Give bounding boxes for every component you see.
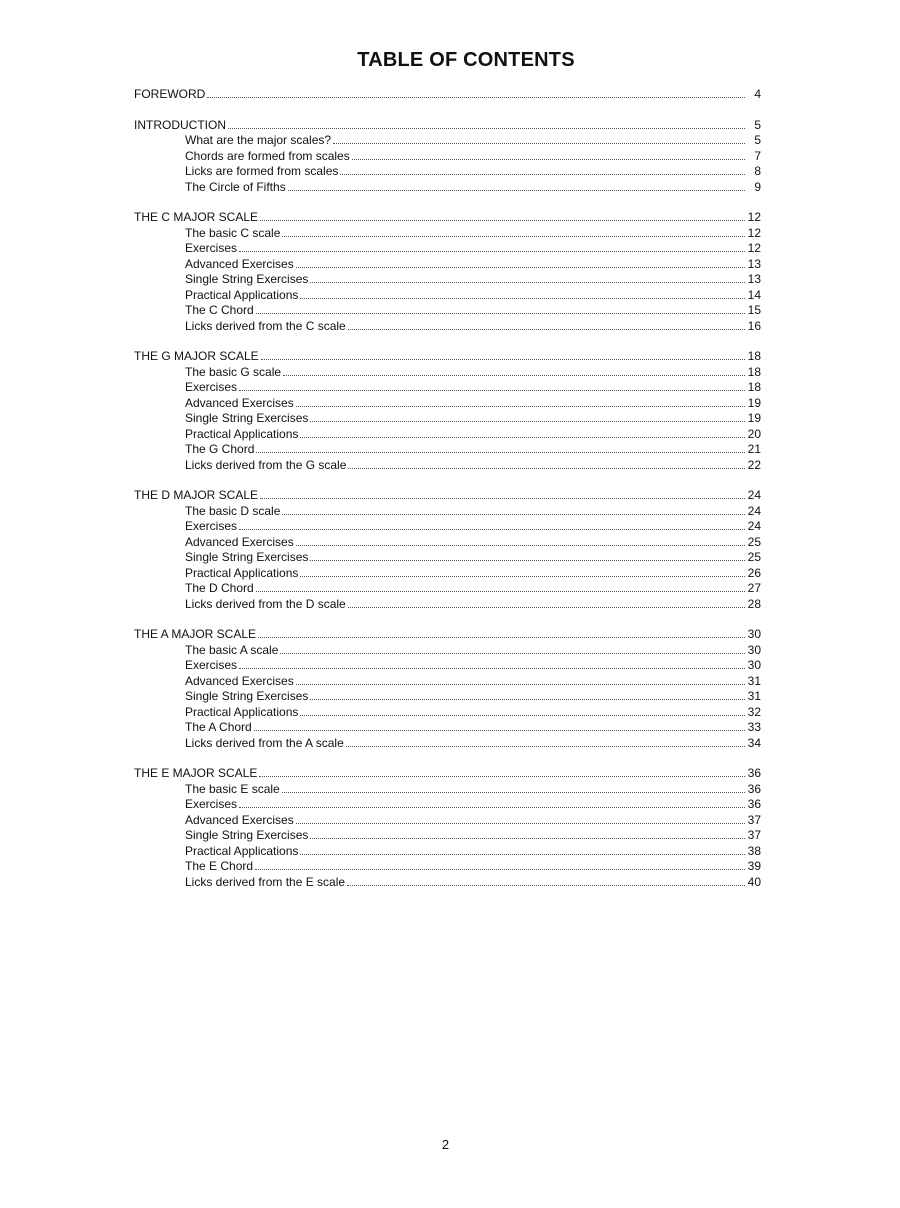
toc-entry-label: Practical Applications	[185, 704, 299, 719]
dot-leader	[310, 421, 745, 422]
toc-entry-page: 12	[747, 241, 761, 255]
toc-entry-label: Exercises	[185, 241, 238, 255]
dot-leader	[239, 529, 745, 530]
toc-entry-label: Chords are formed from scales	[185, 148, 350, 163]
dot-leader	[296, 267, 745, 268]
toc-entry-page: 16	[747, 318, 761, 333]
toc-entry-page: 19	[747, 395, 761, 410]
dot-leader	[259, 776, 745, 777]
toc-entry-page: 13	[747, 256, 761, 271]
toc-entry-label: Single String Exercises	[185, 272, 309, 286]
toc-entry-page: 40	[747, 874, 761, 889]
toc-entry-page: 14	[747, 287, 761, 302]
toc-entry-label: Licks derived from the A scale	[185, 735, 344, 750]
dot-leader	[348, 329, 745, 330]
toc-entry[interactable]	[134, 272, 761, 288]
dot-leader	[347, 885, 745, 886]
toc-entry-page: 24	[747, 503, 761, 518]
toc-entry-label: FOREWORD	[134, 87, 206, 101]
toc-entry-page: 36	[747, 781, 761, 796]
toc-entry-label: The E Chord	[185, 859, 254, 873]
toc-entry-page: 12	[747, 225, 761, 240]
toc-entry-page: 18	[747, 380, 761, 394]
toc-section	[134, 627, 761, 751]
dot-leader	[256, 313, 745, 314]
toc-entry-page: 18	[747, 349, 761, 363]
toc-entry-label: INTRODUCTION	[134, 117, 226, 132]
toc-entry[interactable]	[134, 813, 761, 829]
toc-entry-page: 27	[747, 581, 761, 595]
toc-entry-label: The basic G scale	[185, 364, 282, 379]
toc-entry[interactable]	[134, 458, 761, 474]
table-of-contents	[134, 87, 761, 905]
toc-entry-page: 9	[754, 179, 761, 194]
dot-leader	[239, 807, 745, 808]
toc-entry[interactable]	[134, 396, 761, 412]
dot-leader	[300, 437, 745, 438]
toc-entry-page: 19	[747, 411, 761, 425]
dot-leader	[340, 174, 745, 175]
dot-leader	[280, 653, 745, 654]
toc-entry-page: 37	[747, 828, 761, 842]
toc-entry-page: 25	[747, 550, 761, 564]
toc-entry-label: THE G MAJOR SCALE	[134, 349, 259, 363]
toc-entry-page: 36	[747, 766, 761, 780]
toc-section-heading[interactable]	[134, 488, 761, 504]
dot-leader	[261, 359, 745, 360]
toc-entry-page: 26	[747, 565, 761, 580]
toc-entry-label: THE C MAJOR SCALE	[134, 210, 259, 224]
toc-entry-label: Advanced Exercises	[185, 534, 294, 549]
toc-entry[interactable]	[134, 319, 761, 335]
toc-entry-page: 22	[747, 457, 761, 472]
toc-entry-page: 12	[747, 210, 761, 224]
toc-entry[interactable]	[134, 720, 761, 736]
toc-entry-label: Advanced Exercises	[185, 395, 294, 410]
dot-leader	[348, 607, 745, 608]
toc-entry[interactable]	[134, 180, 761, 196]
toc-entry-label: The basic D scale	[185, 503, 281, 518]
dot-leader	[255, 869, 745, 870]
dot-leader	[296, 684, 745, 685]
dot-leader	[283, 375, 745, 376]
toc-section	[134, 118, 761, 196]
toc-entry-page: 7	[754, 148, 761, 163]
toc-section-heading[interactable]	[134, 87, 761, 103]
toc-entry[interactable]	[134, 226, 761, 242]
dot-leader	[310, 560, 745, 561]
toc-entry-label: Practical Applications	[185, 565, 299, 580]
toc-entry-label: THE A MAJOR SCALE	[134, 627, 257, 641]
toc-entry-page: 30	[747, 642, 761, 657]
toc-entry-label: Exercises	[185, 380, 238, 394]
toc-entry-page: 32	[747, 704, 761, 719]
toc-entry-page: 5	[754, 117, 761, 132]
toc-entry-label: The C Chord	[185, 303, 254, 317]
toc-entry[interactable]	[134, 133, 761, 149]
dot-leader	[282, 792, 745, 793]
toc-entry-label: THE E MAJOR SCALE	[134, 766, 258, 780]
dot-leader	[256, 591, 745, 592]
toc-entry-label: Advanced Exercises	[185, 812, 294, 827]
toc-entry[interactable]	[134, 149, 761, 165]
toc-entry[interactable]	[134, 797, 761, 813]
toc-entry[interactable]	[134, 859, 761, 875]
dot-leader	[310, 838, 745, 839]
toc-entry[interactable]	[134, 658, 761, 674]
toc-entry[interactable]	[134, 875, 761, 891]
toc-entry-label: Single String Exercises	[185, 550, 309, 564]
toc-entry[interactable]	[134, 581, 761, 597]
toc-entry[interactable]	[134, 288, 761, 304]
toc-entry-label: The G Chord	[185, 442, 255, 456]
toc-entry-page: 25	[747, 534, 761, 549]
toc-entry-page: 31	[747, 689, 761, 703]
toc-entry-label: The D Chord	[185, 581, 254, 595]
dot-leader	[256, 452, 745, 453]
dot-leader	[352, 159, 745, 160]
toc-entry[interactable]	[134, 427, 761, 443]
toc-entry-label: Practical Applications	[185, 426, 299, 441]
toc-entry[interactable]	[134, 303, 761, 319]
dot-leader	[296, 406, 745, 407]
dot-leader	[310, 282, 745, 283]
toc-entry[interactable]	[134, 504, 761, 520]
toc-entry-label: What are the major scales?	[185, 133, 332, 147]
toc-section	[134, 766, 761, 890]
dot-leader	[239, 251, 745, 252]
dot-leader	[300, 298, 745, 299]
toc-entry-label: Licks derived from the C scale	[185, 318, 346, 333]
dot-leader	[346, 746, 745, 747]
toc-entry-page: 38	[747, 843, 761, 858]
toc-section-heading[interactable]	[134, 627, 761, 643]
toc-section-heading[interactable]	[134, 118, 761, 134]
toc-section-heading[interactable]	[134, 349, 761, 365]
toc-entry-label: Single String Exercises	[185, 828, 309, 842]
toc-entry-page: 31	[747, 673, 761, 688]
dot-leader	[333, 143, 745, 144]
toc-entry-label: Practical Applications	[185, 843, 299, 858]
toc-entry-label: The A Chord	[185, 720, 252, 734]
toc-section-heading[interactable]	[134, 210, 761, 226]
toc-entry[interactable]	[134, 643, 761, 659]
toc-entry-page: 24	[747, 488, 761, 502]
toc-entry[interactable]	[134, 597, 761, 613]
dot-leader	[260, 498, 745, 499]
toc-entry-label: Exercises	[185, 519, 238, 533]
toc-entry-page: 8	[754, 164, 761, 178]
dot-leader	[288, 190, 745, 191]
toc-entry-label: The Circle of Fifths	[185, 179, 286, 194]
toc-entry-label: The basic A scale	[185, 642, 279, 657]
toc-section	[134, 349, 761, 473]
toc-entry[interactable]	[134, 689, 761, 705]
toc-entry-page: 39	[747, 859, 761, 873]
toc-entry[interactable]	[134, 164, 761, 180]
toc-entry-page: 36	[747, 797, 761, 811]
toc-entry[interactable]	[134, 442, 761, 458]
toc-entry[interactable]	[134, 365, 761, 381]
dot-leader	[296, 823, 745, 824]
dot-leader	[254, 730, 745, 731]
toc-entry-label: Licks derived from the E scale	[185, 874, 346, 889]
toc-entry-label: The basic E scale	[185, 781, 280, 796]
toc-entry[interactable]	[134, 566, 761, 582]
toc-section	[134, 87, 761, 103]
toc-entry-page: 24	[747, 519, 761, 533]
dot-leader	[228, 128, 745, 129]
toc-entry[interactable]	[134, 535, 761, 551]
toc-entry-label: Single String Exercises	[185, 411, 309, 425]
toc-entry-page: 4	[754, 87, 761, 101]
toc-entry[interactable]	[134, 550, 761, 566]
toc-entry[interactable]	[134, 519, 761, 535]
dot-leader	[310, 699, 745, 700]
dot-leader	[300, 715, 745, 716]
dot-leader	[207, 97, 745, 98]
toc-entry-label: Exercises	[185, 658, 238, 672]
dot-leader	[282, 236, 745, 237]
toc-entry-label: Practical Applications	[185, 287, 299, 302]
toc-entry-page: 30	[747, 658, 761, 672]
toc-entry[interactable]	[134, 736, 761, 752]
toc-entry-label: The basic C scale	[185, 225, 281, 240]
dot-leader	[300, 576, 745, 577]
toc-entry-label: Licks are formed from scales	[185, 164, 339, 178]
toc-entry[interactable]	[134, 782, 761, 798]
dot-leader	[260, 220, 745, 221]
toc-section-heading[interactable]	[134, 766, 761, 782]
toc-entry-label: Licks derived from the G scale	[185, 457, 347, 472]
toc-entry[interactable]	[134, 705, 761, 721]
toc-entry[interactable]	[134, 844, 761, 860]
toc-entry[interactable]	[134, 380, 761, 396]
toc-entry-page: 20	[747, 426, 761, 441]
toc-entry-page: 18	[747, 364, 761, 379]
dot-leader	[239, 390, 745, 391]
page-number: 2	[441, 1137, 450, 1152]
toc-entry-page: 15	[747, 303, 761, 317]
toc-entry[interactable]	[134, 828, 761, 844]
dot-leader	[296, 545, 745, 546]
toc-entry-page: 13	[747, 272, 761, 286]
toc-entry-label: Licks derived from the D scale	[185, 596, 346, 611]
dot-leader	[282, 514, 745, 515]
toc-entry-label: Exercises	[185, 797, 238, 811]
toc-entry-label: Single String Exercises	[185, 689, 309, 703]
toc-entry-page: 34	[747, 735, 761, 750]
toc-entry-label: THE D MAJOR SCALE	[134, 488, 259, 502]
toc-section	[134, 210, 761, 334]
dot-leader	[239, 668, 745, 669]
page-title: TABLE OF CONTENTS	[357, 49, 575, 71]
toc-entry[interactable]	[134, 241, 761, 257]
toc-entry-page: 30	[747, 627, 761, 641]
dot-leader	[300, 854, 745, 855]
toc-entry-label: Advanced Exercises	[185, 256, 294, 271]
toc-entry[interactable]	[134, 674, 761, 690]
dot-leader	[258, 637, 745, 638]
toc-entry-page: 5	[754, 133, 761, 147]
toc-entry-page: 21	[747, 442, 761, 456]
toc-entry-page: 28	[747, 596, 761, 611]
toc-entry[interactable]	[134, 257, 761, 273]
toc-entry-page: 37	[747, 812, 761, 827]
dot-leader	[348, 468, 745, 469]
toc-entry-page: 33	[747, 720, 761, 734]
toc-entry[interactable]	[134, 411, 761, 427]
toc-entry-label: Advanced Exercises	[185, 673, 294, 688]
toc-section	[134, 488, 761, 612]
